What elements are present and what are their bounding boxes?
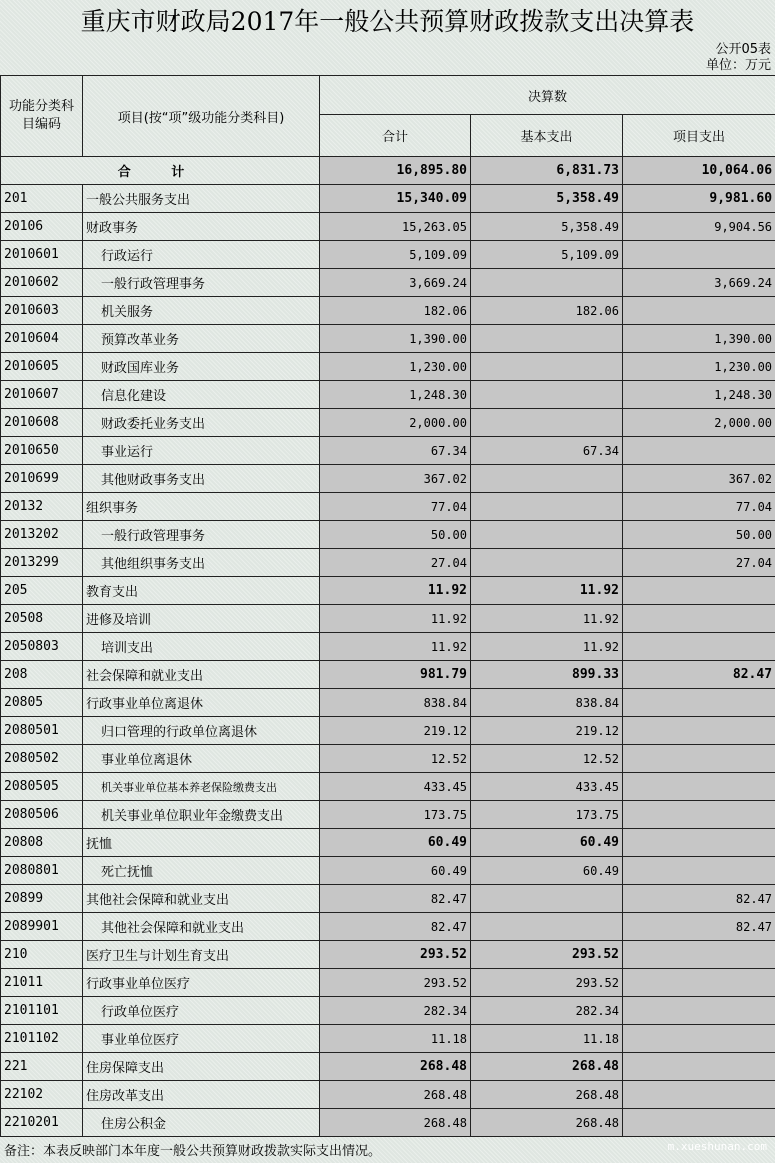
- row-project: [623, 801, 775, 829]
- row-name: 住房改革支出: [83, 1081, 320, 1109]
- table-row: [1, 689, 775, 717]
- row-code: 2013299: [1, 549, 83, 577]
- header-total: 合计: [320, 115, 471, 157]
- table-row: [1, 661, 775, 689]
- row-project: [623, 633, 775, 661]
- row-total: 293.52: [320, 969, 471, 997]
- row-basic: 173.75: [471, 801, 623, 829]
- table-row: [1, 633, 775, 661]
- row-total: 433.45: [320, 773, 471, 801]
- table-row: [1, 829, 775, 857]
- row-basic: 293.52: [471, 969, 623, 997]
- row-basic: 11.18: [471, 1025, 623, 1053]
- row-basic: [471, 353, 623, 381]
- row-name: 信息化建设: [83, 381, 320, 409]
- row-project: [623, 241, 775, 269]
- row-project: [623, 689, 775, 717]
- row-project: 82.47: [623, 661, 775, 689]
- row-total: 11.92: [320, 577, 471, 605]
- row-code: 2013202: [1, 521, 83, 549]
- row-total: 5,109.09: [320, 241, 471, 269]
- table-row: [1, 437, 775, 465]
- table-row: [1, 1081, 775, 1109]
- row-project: [623, 1053, 775, 1081]
- row-total: 11.92: [320, 633, 471, 661]
- row-total: 3,669.24: [320, 269, 471, 297]
- row-total: 268.48: [320, 1109, 471, 1137]
- header-row: [1, 76, 775, 115]
- row-code: 2101102: [1, 1025, 83, 1053]
- row-basic: [471, 465, 623, 493]
- row-basic: [471, 493, 623, 521]
- row-basic: 268.48: [471, 1081, 623, 1109]
- row-basic: 433.45: [471, 773, 623, 801]
- row-basic: 838.84: [471, 689, 623, 717]
- row-name: 进修及培训: [83, 605, 320, 633]
- row-project: [623, 997, 775, 1025]
- table-row: [1, 745, 775, 773]
- row-name: 其他社会保障和就业支出: [83, 913, 320, 941]
- row-code: 2050803: [1, 633, 83, 661]
- row-code: 20106: [1, 213, 83, 241]
- row-code: 2010699: [1, 465, 83, 493]
- row-name: 归口管理的行政单位离退休: [83, 717, 320, 745]
- row-basic: 11.92: [471, 633, 623, 661]
- row-total: 1,230.00: [320, 353, 471, 381]
- table-row: [1, 185, 775, 213]
- row-name: 住房公积金: [83, 1109, 320, 1137]
- budget-table: [0, 75, 775, 1137]
- row-total: 50.00: [320, 521, 471, 549]
- row-project: [623, 773, 775, 801]
- row-name: 其他组织事务支出: [83, 549, 320, 577]
- row-project: 1,390.00: [623, 325, 775, 353]
- row-project: 82.47: [623, 913, 775, 941]
- table-row: [1, 213, 775, 241]
- row-name: 行政运行: [83, 241, 320, 269]
- table-row: [1, 857, 775, 885]
- row-project: 9,981.60: [623, 185, 775, 213]
- table-row: [1, 269, 775, 297]
- row-basic: 11.92: [471, 577, 623, 605]
- table-row: [1, 381, 775, 409]
- table-row: [1, 885, 775, 913]
- total-project: 10,064.06: [623, 157, 775, 185]
- row-code: 2080502: [1, 745, 83, 773]
- row-total: 82.47: [320, 913, 471, 941]
- row-project: 1,248.30: [623, 381, 775, 409]
- row-basic: 60.49: [471, 857, 623, 885]
- table-row: [1, 549, 775, 577]
- row-basic: 5,109.09: [471, 241, 623, 269]
- row-code: 210: [1, 941, 83, 969]
- row-project: 77.04: [623, 493, 775, 521]
- row-basic: 282.34: [471, 997, 623, 1025]
- row-name: 预算改革业务: [83, 325, 320, 353]
- table-row: [1, 241, 775, 269]
- table-row: [1, 493, 775, 521]
- row-project: 27.04: [623, 549, 775, 577]
- row-name: 机关服务: [83, 297, 320, 325]
- row-name: 死亡抚恤: [83, 857, 320, 885]
- row-name: 行政事业单位医疗: [83, 969, 320, 997]
- row-name: 住房保障支出: [83, 1053, 320, 1081]
- row-total: 2,000.00: [320, 409, 471, 437]
- table-row: [1, 913, 775, 941]
- row-basic: 5,358.49: [471, 185, 623, 213]
- table-row: [1, 1109, 775, 1137]
- header-item: 项目(按“项”级功能分类科目): [83, 76, 320, 157]
- row-basic: [471, 885, 623, 913]
- row-code: 20808: [1, 829, 83, 857]
- table-row: [1, 969, 775, 997]
- row-basic: [471, 913, 623, 941]
- table-row: [1, 605, 775, 633]
- watermark: m.xueshunan.com: [667, 1140, 767, 1153]
- row-project: [623, 437, 775, 465]
- row-project: 50.00: [623, 521, 775, 549]
- row-code: 20899: [1, 885, 83, 913]
- row-code: 2010601: [1, 241, 83, 269]
- row-name: 机关事业单位职业年金缴费支出: [83, 801, 320, 829]
- table-row: [1, 717, 775, 745]
- row-code: 20805: [1, 689, 83, 717]
- row-total: 268.48: [320, 1053, 471, 1081]
- row-name: 事业单位医疗: [83, 1025, 320, 1053]
- row-code: 2010650: [1, 437, 83, 465]
- row-code: 2010608: [1, 409, 83, 437]
- row-code: 201: [1, 185, 83, 213]
- row-code: 2080505: [1, 773, 83, 801]
- row-project: 367.02: [623, 465, 775, 493]
- row-basic: 5,358.49: [471, 213, 623, 241]
- row-code: 2080501: [1, 717, 83, 745]
- row-name: 财政国库业务: [83, 353, 320, 381]
- row-name: 事业运行: [83, 437, 320, 465]
- row-project: [623, 857, 775, 885]
- table-row: [1, 801, 775, 829]
- row-code: 2010605: [1, 353, 83, 381]
- row-project: [623, 941, 775, 969]
- row-code: 2101101: [1, 997, 83, 1025]
- row-total: 67.34: [320, 437, 471, 465]
- row-name: 社会保障和就业支出: [83, 661, 320, 689]
- row-name: 组织事务: [83, 493, 320, 521]
- row-project: 3,669.24: [623, 269, 775, 297]
- table-row: [1, 325, 775, 353]
- row-basic: [471, 325, 623, 353]
- row-code: 2010602: [1, 269, 83, 297]
- row-basic: 11.92: [471, 605, 623, 633]
- row-name: 事业单位离退休: [83, 745, 320, 773]
- row-basic: [471, 521, 623, 549]
- table-row: [1, 577, 775, 605]
- row-basic: 60.49: [471, 829, 623, 857]
- row-project: 1,230.00: [623, 353, 775, 381]
- row-basic: [471, 269, 623, 297]
- row-project: [623, 605, 775, 633]
- row-total: 838.84: [320, 689, 471, 717]
- row-total: 27.04: [320, 549, 471, 577]
- row-project: [623, 717, 775, 745]
- row-project: [623, 297, 775, 325]
- row-project: [623, 1109, 775, 1137]
- header-basic: 基本支出: [471, 115, 623, 157]
- table-row: [1, 1053, 775, 1081]
- row-basic: 12.52: [471, 745, 623, 773]
- row-name: 机关事业单位基本养老保险缴费支出: [83, 773, 320, 801]
- table-title: 重庆市财政局2017年一般公共预算财政拨款支出决算表: [80, 7, 695, 36]
- row-total: 15,263.05: [320, 213, 471, 241]
- row-basic: 268.48: [471, 1053, 623, 1081]
- row-code: 20132: [1, 493, 83, 521]
- row-project: [623, 577, 775, 605]
- row-total: 77.04: [320, 493, 471, 521]
- row-total: 12.52: [320, 745, 471, 773]
- row-project: 2,000.00: [623, 409, 775, 437]
- total-label: 合 计: [1, 157, 320, 185]
- row-code: 2080506: [1, 801, 83, 829]
- row-project: [623, 1081, 775, 1109]
- row-total: 1,390.00: [320, 325, 471, 353]
- row-basic: 293.52: [471, 941, 623, 969]
- row-total: 219.12: [320, 717, 471, 745]
- row-project: [623, 745, 775, 773]
- row-name: 其他社会保障和就业支出: [83, 885, 320, 913]
- header-group: 决算数: [320, 76, 775, 115]
- row-total: 268.48: [320, 1081, 471, 1109]
- row-name: 医疗卫生与计划生育支出: [83, 941, 320, 969]
- total-basic: 6,831.73: [471, 157, 623, 185]
- row-project: [623, 1025, 775, 1053]
- row-code: 21011: [1, 969, 83, 997]
- row-basic: 899.33: [471, 661, 623, 689]
- row-code: 2210201: [1, 1109, 83, 1137]
- row-basic: 182.06: [471, 297, 623, 325]
- row-name: 财政事务: [83, 213, 320, 241]
- table-row: [1, 297, 775, 325]
- row-basic: 219.12: [471, 717, 623, 745]
- row-code: 22102: [1, 1081, 83, 1109]
- row-total: 173.75: [320, 801, 471, 829]
- row-total: 60.49: [320, 857, 471, 885]
- table-row: [1, 353, 775, 381]
- header-project: 项目支出: [623, 115, 775, 157]
- row-code: 2089901: [1, 913, 83, 941]
- row-code: 2010603: [1, 297, 83, 325]
- row-total: 11.92: [320, 605, 471, 633]
- unit-label: 单位：万元: [705, 58, 771, 73]
- table-row: [1, 773, 775, 801]
- row-code: 208: [1, 661, 83, 689]
- row-code: 2080801: [1, 857, 83, 885]
- row-basic: [471, 549, 623, 577]
- row-name: 抚恤: [83, 829, 320, 857]
- row-name: 一般行政管理事务: [83, 521, 320, 549]
- row-total: 60.49: [320, 829, 471, 857]
- row-total: 367.02: [320, 465, 471, 493]
- row-basic: [471, 381, 623, 409]
- table-row: [1, 465, 775, 493]
- row-code: 20508: [1, 605, 83, 633]
- row-total: 182.06: [320, 297, 471, 325]
- row-basic: 67.34: [471, 437, 623, 465]
- row-code: 2010607: [1, 381, 83, 409]
- row-total: 293.52: [320, 941, 471, 969]
- footnote: 备注：本表反映部门本年度一般公共预算财政拨款实际支出情况。: [4, 1144, 382, 1159]
- row-name: 教育支出: [83, 577, 320, 605]
- total-row: [1, 157, 775, 185]
- row-total: 82.47: [320, 885, 471, 913]
- table-row: [1, 1025, 775, 1053]
- row-total: 1,248.30: [320, 381, 471, 409]
- table-row: [1, 997, 775, 1025]
- row-name: 培训支出: [83, 633, 320, 661]
- form-number: 公开05表: [715, 42, 771, 57]
- row-project: 9,904.56: [623, 213, 775, 241]
- row-name: 一般公共服务支出: [83, 185, 320, 213]
- row-code: 205: [1, 577, 83, 605]
- row-project: [623, 829, 775, 857]
- row-basic: [471, 409, 623, 437]
- table-row: [1, 409, 775, 437]
- row-total: 11.18: [320, 1025, 471, 1053]
- row-project: 82.47: [623, 885, 775, 913]
- row-total: 15,340.09: [320, 185, 471, 213]
- row-name: 行政单位医疗: [83, 997, 320, 1025]
- total-amount: 16,895.80: [320, 157, 471, 185]
- row-name: 一般行政管理事务: [83, 269, 320, 297]
- table-row: [1, 521, 775, 549]
- row-name: 其他财政事务支出: [83, 465, 320, 493]
- row-code: 221: [1, 1053, 83, 1081]
- table-row: [1, 941, 775, 969]
- row-name: 行政事业单位离退休: [83, 689, 320, 717]
- row-total: 981.79: [320, 661, 471, 689]
- row-name: 财政委托业务支出: [83, 409, 320, 437]
- row-basic: 268.48: [471, 1109, 623, 1137]
- header-code: 功能分类科目编码: [1, 76, 83, 157]
- row-project: [623, 969, 775, 997]
- row-code: 2010604: [1, 325, 83, 353]
- row-total: 282.34: [320, 997, 471, 1025]
